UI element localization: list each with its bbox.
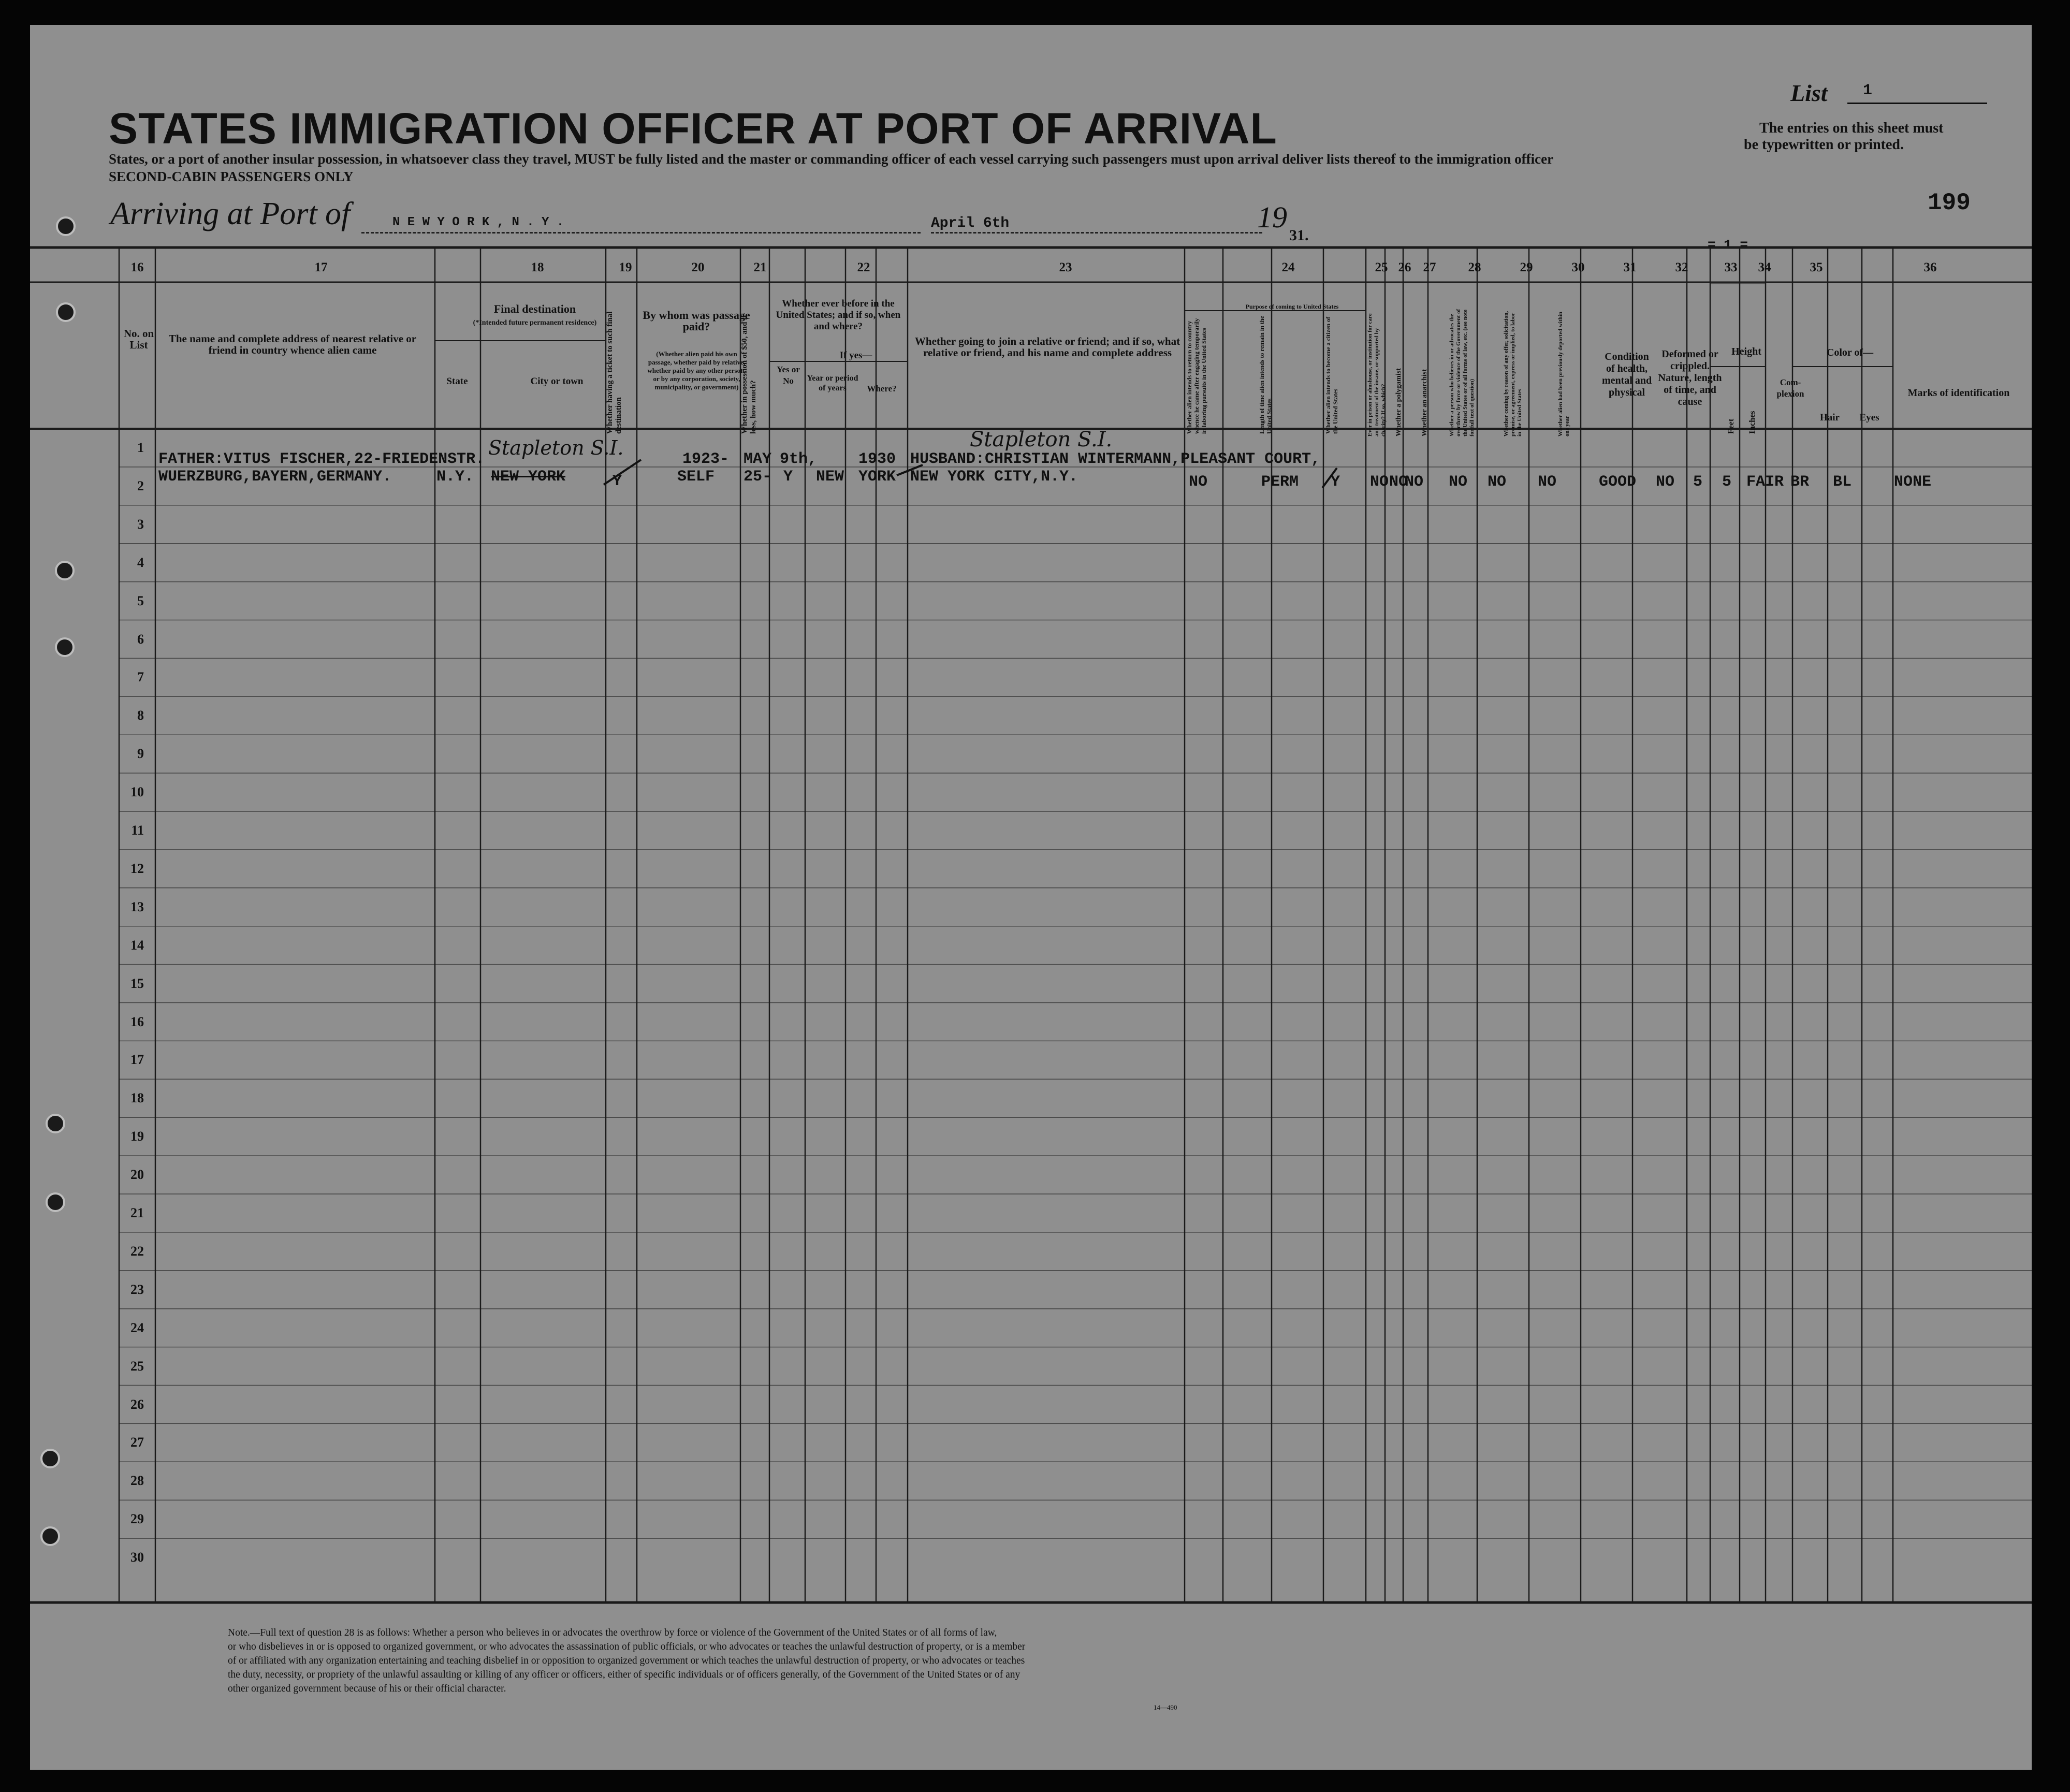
entry-complexion: FAIR <box>1746 473 1784 491</box>
binder-hole <box>40 1449 60 1468</box>
col-29-heading: Whether coming by reason of any offer, solicitation, promise, or agreement, express or implied, to labor in the United States <box>1503 311 1523 436</box>
entry-prison: NO <box>1370 473 1389 491</box>
entry-money-line-1: MAY <box>744 450 772 468</box>
row-number: 25 <box>130 1358 144 1374</box>
manifest-grid <box>30 25 2032 1770</box>
col-33-feet: Feet <box>1727 418 1736 434</box>
col-34-heading: Com- plexion <box>1776 377 1804 399</box>
entry-relative-line-1: FATHER:VITUS FISCHER,22-FRIEDENSTR. <box>158 450 485 468</box>
col-25-heading: Ever in prison or almshouse, or institution for care and treatment of the insane, or supported by charity? If so, which? <box>1367 313 1387 436</box>
row-number: 29 <box>130 1511 144 1527</box>
entry-join-line-1: HUSBAND:CHRISTIAN WINTERMANN,PLEASANT COURT, <box>910 450 1321 468</box>
col-28-number: 28 <box>1468 260 1481 274</box>
entry-overthrow: NO <box>1449 473 1468 491</box>
entry-join-handwritten: Stapleton S.I. <box>970 428 1113 451</box>
col-20-heading: By whom was passage paid? <box>643 309 750 333</box>
row-number: 20 <box>130 1167 144 1183</box>
col-27-heading: Whether an anarchist <box>1421 369 1428 436</box>
row-number: 6 <box>137 631 144 647</box>
col-21-heading: Whether in possession of $50, and if less, how much? <box>740 315 757 434</box>
col-24-number: 24 <box>1281 260 1295 274</box>
col-30-number: 30 <box>1571 260 1585 274</box>
col-17-heading: The name and complete address of nearest relative or friend in country whence alien came <box>168 332 417 356</box>
footnote-line-2: or who disbelieves in or is opposed to organized government, or who advocates the assassination of public officials, or who advocates or teaches the unlawful destruction of property, or is a member <box>228 1641 1026 1652</box>
col-24-citizen: Whether alien intends to become a citizen of the United States <box>1324 316 1339 434</box>
col-18-city: City or town <box>530 376 584 387</box>
binder-hole <box>56 302 76 322</box>
binder-hole <box>46 1192 65 1212</box>
year-suffix: 31. <box>1289 227 1309 244</box>
list-label: List <box>1790 80 1828 106</box>
entry-join-line-2: NEW YORK CITY,N.Y. <box>910 468 1078 486</box>
entry-passage-line-2: SELF <box>677 468 715 486</box>
entry-relative-line-2: WUERZBURG,BAYERN,GERMANY. <box>158 468 392 486</box>
footnote-line-3: of or affiliated with any organization entertaining and teaching disbelief in or opposition to organized government or which teaches the unlawful destruction of property, or who advocates or teaches <box>228 1655 1025 1666</box>
row-number: 24 <box>130 1320 144 1335</box>
row-number: 30 <box>130 1550 144 1565</box>
entry-deported: NO <box>1538 473 1557 491</box>
row-number: 19 <box>130 1129 144 1144</box>
binder-hole <box>46 1114 65 1133</box>
col-30-heading: Whether alien had been previously deported within one year <box>1557 311 1570 436</box>
col-26-number: 26 <box>1398 260 1411 274</box>
col-22-heading: Whether ever before in the United States; and if so, when and where? <box>776 298 901 332</box>
row-number: 9 <box>137 746 144 762</box>
entry-where-line-1: 1930 <box>858 450 896 468</box>
entry-passage-line-1: 1923- <box>682 450 730 468</box>
row-number: 23 <box>130 1281 144 1297</box>
row-number: 11 <box>131 823 144 838</box>
entry-ticket: Y <box>613 473 622 490</box>
col-35-hair: Hair <box>1820 412 1840 423</box>
entry-length: PERM <box>1261 473 1299 491</box>
entry-before-line-1: 9th, <box>780 450 818 468</box>
col-26-heading: Whether a polygamist <box>1395 368 1403 436</box>
col-18-heading: Final destination <box>493 302 576 315</box>
entry-citizen: Y <box>1331 473 1340 491</box>
col-17-number: 17 <box>314 260 328 274</box>
row-number: 2 <box>137 478 144 493</box>
col-27-number: 27 <box>1423 260 1436 274</box>
col-33-heading: Height <box>1731 346 1761 357</box>
footnote-line-4: the duty, necessity, or propriety of the unlawful assaulting or killing of any officer or officers, either of specific individuals or of officers generally, of the Government of the United States or of any <box>228 1669 1021 1680</box>
col-25-number: 25 <box>1375 260 1388 274</box>
col-23-number: 23 <box>1059 260 1072 274</box>
row-number: 7 <box>137 669 144 685</box>
col-16-heading: No. on List <box>123 327 154 351</box>
col-22-number: 22 <box>857 260 870 274</box>
col-33-inches: Inches <box>1748 411 1757 434</box>
binder-hole <box>55 637 75 657</box>
row-number: 13 <box>130 899 144 914</box>
col-18-state: State <box>446 376 468 387</box>
row-number: 10 <box>130 784 144 800</box>
manifest-sheet <box>30 25 2032 1770</box>
entry-polygamist: NO <box>1389 473 1408 491</box>
col-18-number: 18 <box>531 260 544 274</box>
row-number: 28 <box>130 1473 144 1489</box>
row-number: 1 <box>137 440 144 455</box>
entry-years: NEW <box>816 468 844 486</box>
col-32-heading: Deformed or crippled. Nature, length of time, and cause <box>1658 348 1722 407</box>
entry-health: GOOD <box>1599 473 1637 491</box>
form-number: 14—490 <box>1154 1703 1177 1711</box>
col-22-where: Where? <box>867 384 897 394</box>
row-number: 21 <box>130 1205 144 1220</box>
col-36-number: 36 <box>1923 260 1937 274</box>
arriving-label: Arriving at Port of <box>110 196 351 231</box>
entry-offer: NO <box>1488 473 1507 491</box>
check-mark-citizen <box>1319 465 1340 491</box>
footnote-line-1: Note.—Full text of question 28 is as follows: Whether a person who believes in or advocates the overthrow by force or violence of the Government of the United States or of all forms of law, <box>228 1627 997 1638</box>
footnote-line-5: other organized government because of his or their official character. <box>228 1683 506 1694</box>
col-19-number: 19 <box>619 260 632 274</box>
entry-eyes: BL <box>1833 473 1852 491</box>
row-number: 14 <box>130 937 144 953</box>
row-number: 12 <box>130 861 144 876</box>
col-35-number: 35 <box>1810 260 1823 274</box>
col-21-number: 21 <box>753 260 767 274</box>
subtitle-line-2: SECOND-CABIN PASSENGERS ONLY <box>109 169 354 184</box>
col-36-heading: Marks of identification <box>1907 387 2010 399</box>
entry-before-line-2: Y <box>783 468 793 486</box>
list-number: 1 <box>1863 82 1873 99</box>
check-mark-join <box>895 460 926 480</box>
year-prefix: 19 <box>1257 200 1287 234</box>
col-31-heading: Condition of health, mental and physical <box>1601 351 1652 398</box>
entry-money-line-2: 25- <box>744 468 772 486</box>
entry-hair: BR <box>1790 473 1810 491</box>
entry-where-line-2: YORK <box>858 468 896 486</box>
col-24-return: Whether alien intends to return to country whence he came after engaging temporarily in laboring pursuits in the United States <box>1186 318 1207 434</box>
col-20-number: 20 <box>691 260 705 274</box>
entry-return: NO <box>1189 473 1208 491</box>
date-value: April 6th <box>931 215 1010 231</box>
row-number: 26 <box>130 1396 144 1412</box>
row-number: 17 <box>130 1052 144 1068</box>
col-22-years: Year or period of years <box>807 374 858 392</box>
entry-inches: 5 <box>1722 473 1732 491</box>
entry-state: N.Y. <box>436 468 474 486</box>
entry-city-handwritten: Stapleton S.I. <box>488 436 624 459</box>
page-title: STATES IMMIGRATION OFFICER AT PORT OF ARRIVAL <box>109 104 1277 153</box>
instruction-line-2: be typewritten or printed. <box>1744 137 1904 153</box>
row-number: 18 <box>130 1090 144 1106</box>
col-22-yes-no: Yes or No <box>777 365 800 386</box>
instruction-line-1: The entries on this sheet must <box>1759 120 1944 136</box>
binder-hole <box>55 561 75 580</box>
page-number: 199 <box>1928 190 1971 216</box>
col-24-heading: Purpose of coming to United States <box>1245 303 1339 310</box>
sheet-mark: = 1 = <box>1708 237 1748 253</box>
row-number: 27 <box>130 1435 144 1450</box>
col-19-heading: Whether having a ticket to such final destination <box>606 311 623 434</box>
check-mark-city <box>600 455 646 491</box>
row-number: 16 <box>130 1014 144 1029</box>
col-35-eyes: Eyes <box>1859 412 1879 423</box>
binder-hole <box>40 1526 60 1546</box>
port-value: N E W Y O R K , N . Y . <box>392 215 564 229</box>
col-28-heading: Whether a person who believes in or advocates the overthrow by force or violence of the Government of the United States or of all forms of law, etc. (see note for full text of question) <box>1449 309 1475 436</box>
col-23-heading: Whether going to join a relative or friend; and if so, what relative or friend, and his name and complete address <box>914 335 1180 359</box>
row-number: 15 <box>130 975 144 991</box>
row-number: 22 <box>130 1243 144 1259</box>
col-20-subheading: (Whether alien paid his own passage, whether paid by relative, whether paid by any other person, or by any corporation, society, municipality, or government) <box>647 350 746 391</box>
row-number: 5 <box>137 593 144 608</box>
row-number: 4 <box>137 555 144 570</box>
entry-city-crossed: NEW YORK <box>491 468 566 486</box>
col-24-length: Length of time alien intends to remain in the United States <box>1258 316 1273 434</box>
col-16-number: 16 <box>130 260 144 274</box>
entry-deformed: NO <box>1656 473 1675 491</box>
entry-anarchist: NO <box>1405 473 1424 491</box>
entry-feet: 5 <box>1693 473 1703 491</box>
col-18-subheading: (*Intended future permanent residence) <box>473 319 597 327</box>
row-number: 8 <box>137 708 144 723</box>
subtitle-line-1: States, or a port of another insular possession, in whatsoever class they travel, MUST be fully listed and the master or commanding officer of each vessel carrying such passengers must upon arrival deliver lists thereof to the immigration officer <box>109 151 1554 167</box>
col-35-heading: Color of— <box>1826 347 1874 358</box>
col-33-number: 33 <box>1724 260 1738 274</box>
row-number: 3 <box>137 516 144 532</box>
col-29-number: 29 <box>1520 260 1533 274</box>
binder-hole <box>56 216 76 236</box>
col-34-number: 34 <box>1758 260 1771 274</box>
col-32-number: 32 <box>1675 260 1688 274</box>
col-31-number: 31 <box>1623 260 1637 274</box>
col-22-if-yes: If yes— <box>839 350 872 361</box>
entry-marks: NONE <box>1894 473 1932 491</box>
